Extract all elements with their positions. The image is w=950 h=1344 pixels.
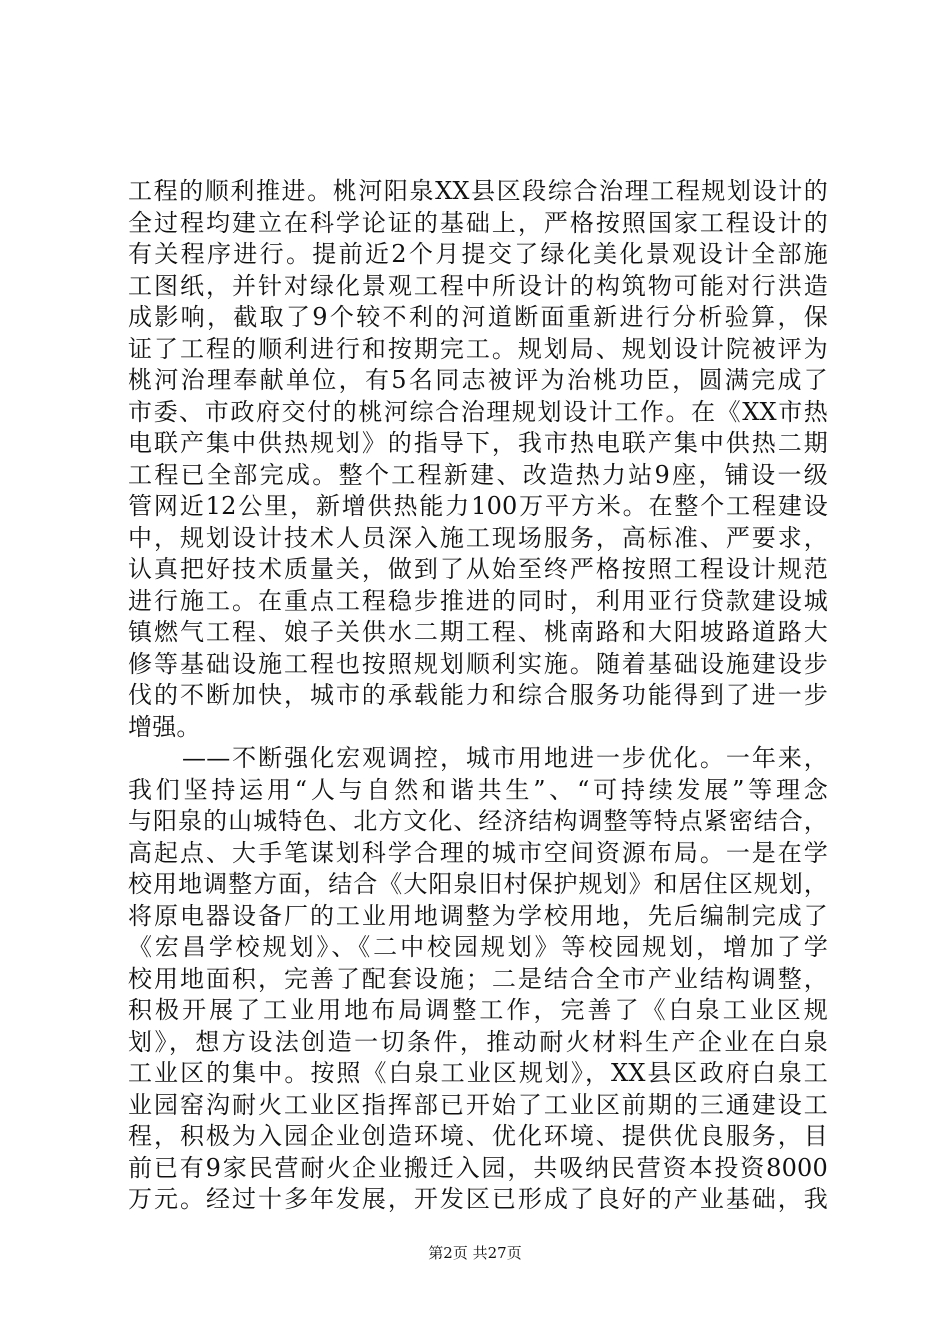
text-line: 将原电器设备厂的工业用地调整为学校用地，先后编制完成了 xyxy=(128,901,828,930)
text-line: 校用地面积，完善了配套设施；二是结合全市产业结构调整， xyxy=(128,964,828,993)
text-line: 工图纸，并针对绿化景观工程中所设计的构筑物可能对行洪造 xyxy=(128,271,828,300)
text-line: 万元。经过十多年发展，开发区已形成了良好的产业基础，我 xyxy=(128,1185,828,1213)
text-line: 划》，想方设法创造一切条件，推动耐火材料生产企业在白泉 xyxy=(128,1027,828,1056)
text-line: 高起点、大手笔谋划科学合理的城市空间资源布局。一是在学 xyxy=(128,838,828,867)
text-line: 成影响，截取了9个较不利的河道断面重新进行分析验算，保 xyxy=(128,303,828,331)
text-line: 工程已全部完成。整个工程新建、改造热力站9座，铺设一级 xyxy=(128,460,828,489)
document-body xyxy=(128,176,828,1216)
text-line: 程，积极为入园企业创造环境、优化环境、提供优良服务，目 xyxy=(128,1122,828,1150)
text-line: 中，规划设计技术人员深入施工现场服务，高标准、严要求， xyxy=(128,523,828,552)
text-line: 《宏昌学校规划》、《二中校园规划》等校园规划，增加了学 xyxy=(128,933,828,961)
page-footer xyxy=(0,1242,950,1263)
text-line: 镇燃气工程、娘子关供水二期工程、桃南路和大阳坡路道路大 xyxy=(128,618,828,646)
text-line: 与阳泉的山城特色、北方文化、经济结构调整等特点紧密结合， xyxy=(128,807,828,835)
text-line: 工程的顺利推进。桃河阳泉XX县区段综合治理工程规划设计的 xyxy=(128,177,828,205)
page-number: 第2页 共27页 xyxy=(428,1244,522,1262)
text-line: 管网近12公里，新增供热能力100万平方米。在整个工程建设 xyxy=(128,492,828,520)
text-line: 增强。 xyxy=(128,712,201,741)
text-line: 伐的不断加快，城市的承载能力和综合服务功能得到了进一步 xyxy=(128,681,828,709)
text-line: 进行施工。在重点工程稳步推进的同时，利用亚行贷款建设城 xyxy=(128,586,828,615)
text-line: 积极开展了工业用地布局调整工作，完善了《白泉工业区规 xyxy=(128,996,828,1024)
text-line: 证了工程的顺利进行和按期完工。规划局、规划设计院被评为 xyxy=(128,334,828,363)
text-line: 业园窑沟耐火工业区指挥部已开始了工业区前期的三通建设工 xyxy=(128,1090,828,1119)
text-line: 电联产集中供热规划》的指导下，我市热电联产集中供热二期 xyxy=(128,429,828,457)
text-line: 市委、市政府交付的桃河综合治理规划设计工作。在《XX市热 xyxy=(128,397,828,426)
text-line: 校用地调整方面，结合《大阳泉旧村保护规划》和居住区规划， xyxy=(128,870,828,898)
text-line: 全过程均建立在科学论证的基础上，严格按照国家工程设计的 xyxy=(128,208,828,237)
text-line: 我们坚持运用“人与自然和谐共生”、“可持续发展”等理念 xyxy=(128,775,828,804)
text-line: 前已有9家民营耐火企业搬迁入园，共吸纳民营资本投资8000 xyxy=(128,1153,828,1182)
text-line: 工业区的集中。按照《白泉工业区规划》，XX县区政府白泉工 xyxy=(128,1059,828,1087)
text-line: 有关程序进行。提前近2个月提交了绿化美化景观设计全部施 xyxy=(128,240,828,268)
text-line: 认真把好技术质量关，做到了从始至终严格按照工程设计规范 xyxy=(128,555,828,583)
text-line: 修等基础设施工程也按照规划顺利实施。随着基础设施建设步 xyxy=(128,649,828,678)
text-line: 桃河治理奉献单位，有5名同志被评为治桃功臣，圆满完成了 xyxy=(128,366,828,394)
text-line: ——不断强化宏观调控，城市用地进一步优化。一年来， xyxy=(182,744,828,772)
